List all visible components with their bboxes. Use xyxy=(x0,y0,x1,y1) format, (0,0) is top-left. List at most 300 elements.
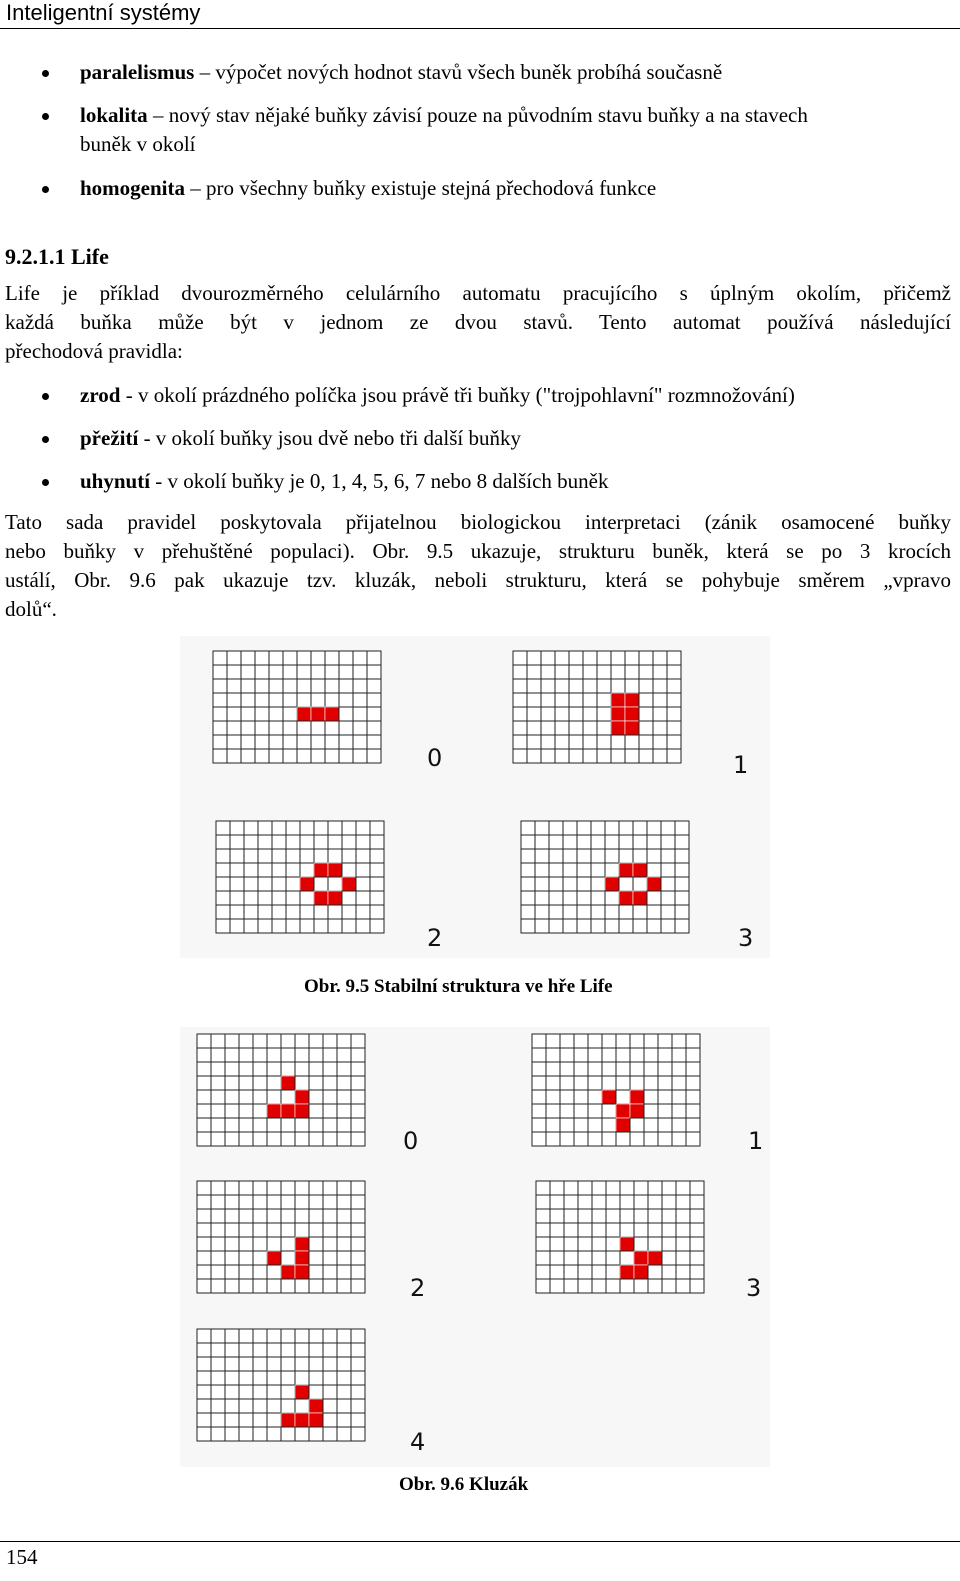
grid-cell xyxy=(563,821,577,835)
grid-cell xyxy=(239,1118,253,1132)
grid-cell xyxy=(225,1279,239,1293)
grid-cell xyxy=(527,665,541,679)
grid-cell xyxy=(286,877,300,891)
grid-cell xyxy=(337,1237,351,1251)
grid-cell xyxy=(281,1209,295,1223)
grid-cell xyxy=(295,1343,309,1357)
grid-cell xyxy=(309,1090,323,1104)
grid-cell xyxy=(592,1195,606,1209)
grid-cell xyxy=(337,1385,351,1399)
grid-cell xyxy=(653,679,667,693)
grid-cell xyxy=(597,665,611,679)
grid-cell xyxy=(672,1118,686,1132)
grid-cell xyxy=(253,1195,267,1209)
running-header xyxy=(0,0,960,29)
grid-cell xyxy=(297,749,311,763)
grid-cell xyxy=(225,1413,239,1427)
grid-cell xyxy=(309,1237,323,1251)
grid-cell xyxy=(323,1181,337,1195)
grid-cell xyxy=(230,835,244,849)
grid-cell xyxy=(300,863,314,877)
grid-cell xyxy=(560,1076,574,1090)
grid-cell xyxy=(267,1195,281,1209)
grid-cell xyxy=(323,1034,337,1048)
grid-cell xyxy=(337,1132,351,1146)
grid-cell xyxy=(639,693,653,707)
live-cell xyxy=(267,1251,281,1265)
grid-cell xyxy=(555,749,569,763)
live-cell xyxy=(616,1118,630,1132)
grid-cell xyxy=(255,721,269,735)
grid-cell xyxy=(267,1048,281,1062)
grid-cell xyxy=(272,849,286,863)
grid-cell xyxy=(592,1251,606,1265)
grid-cell xyxy=(536,1251,550,1265)
grid-cell xyxy=(602,1076,616,1090)
grid-cell xyxy=(630,1048,644,1062)
grid-cell xyxy=(667,735,681,749)
grid-cell xyxy=(667,749,681,763)
grid-cell xyxy=(351,1385,365,1399)
grid-cell xyxy=(620,1223,634,1237)
live-cell xyxy=(625,693,639,707)
grid-cell xyxy=(239,1357,253,1371)
grid-cell xyxy=(541,721,555,735)
grid-cell xyxy=(211,1181,225,1195)
grid-cell xyxy=(616,1034,630,1048)
grid-cell xyxy=(311,735,325,749)
grid-cell xyxy=(647,863,661,877)
grid-cell xyxy=(213,651,227,665)
grid-cell xyxy=(244,849,258,863)
grid-cell xyxy=(211,1329,225,1343)
grid-cell xyxy=(591,863,605,877)
grid-cell xyxy=(370,863,384,877)
grid-cell xyxy=(667,665,681,679)
grid-cell xyxy=(351,1104,365,1118)
grid-cell xyxy=(213,693,227,707)
grid-cell xyxy=(676,1237,690,1251)
grid-cell xyxy=(546,1104,560,1118)
grid-cell xyxy=(672,1062,686,1076)
grid-cell xyxy=(574,1104,588,1118)
bullet-lokalita: lokalita – nový stav nějaké buňky závisí pouze na původním stavu buňky a na stavech xyxy=(80,103,808,127)
grid-cell xyxy=(356,835,370,849)
grid-cell xyxy=(267,1209,281,1223)
grid-cell xyxy=(225,1427,239,1441)
grid-cell xyxy=(323,1399,337,1413)
grid-cell xyxy=(258,863,272,877)
grid-cell xyxy=(549,905,563,919)
grid-cell xyxy=(337,1413,351,1427)
grid-cell xyxy=(295,1209,309,1223)
grid-cell xyxy=(661,919,675,933)
grid-cell xyxy=(323,1237,337,1251)
gen-label: 1 xyxy=(733,751,749,779)
grid-cell xyxy=(676,1181,690,1195)
grid-cell xyxy=(253,1343,267,1357)
grid-cell xyxy=(227,707,241,721)
grid-cell xyxy=(647,905,661,919)
grid-cell xyxy=(342,891,356,905)
grid-cell xyxy=(351,1357,365,1371)
grid-cell xyxy=(241,721,255,735)
grid-cell xyxy=(611,749,625,763)
grid-cell xyxy=(356,905,370,919)
grid-cell xyxy=(342,821,356,835)
grid-cell xyxy=(606,1195,620,1209)
grid-cell xyxy=(546,1048,560,1062)
grid-cell xyxy=(337,1357,351,1371)
grid-cell xyxy=(564,1209,578,1223)
bullet-lokalita-cont: buněk v okolí xyxy=(80,132,196,156)
grid-cell xyxy=(227,679,241,693)
grid-cell xyxy=(337,1062,351,1076)
grid-cell xyxy=(337,1223,351,1237)
grid-cell xyxy=(675,919,689,933)
grid-cell xyxy=(658,1048,672,1062)
grid-cell xyxy=(563,891,577,905)
live-cell xyxy=(309,1399,323,1413)
grid-cell xyxy=(225,1237,239,1251)
para1-line: přechodová pravidla: xyxy=(5,339,183,363)
header-title: Inteligentní systémy xyxy=(6,0,201,25)
grid-cell xyxy=(267,1265,281,1279)
grid-cell xyxy=(648,1209,662,1223)
grid-cell xyxy=(535,891,549,905)
figure1-caption: Obr. 9.5 Stabilní struktura ve hře Life xyxy=(304,976,613,997)
grid-cell xyxy=(211,1371,225,1385)
grid-cell xyxy=(281,1371,295,1385)
grid-cell xyxy=(521,835,535,849)
grid-cell xyxy=(606,1209,620,1223)
grid-cell xyxy=(267,1413,281,1427)
grid-cell xyxy=(323,1132,337,1146)
grid-cell xyxy=(686,1118,700,1132)
glider-grid-gen-0 xyxy=(196,1033,367,1148)
grid-cell xyxy=(239,1399,253,1413)
grid-cell xyxy=(647,919,661,933)
grid-cell xyxy=(564,1251,578,1265)
grid-cell xyxy=(690,1223,704,1237)
grid-cell xyxy=(546,1118,560,1132)
grid-cell xyxy=(342,905,356,919)
grid-cell xyxy=(569,735,583,749)
grid-cell xyxy=(281,1181,295,1195)
grid-cell xyxy=(323,1062,337,1076)
grid-cell xyxy=(267,1132,281,1146)
para1-line: Life je příklad dvourozměrného celulárního automatu pracujícího s úplným okolím, přičemž xyxy=(5,281,951,305)
grid-cell xyxy=(602,1132,616,1146)
grid-cell xyxy=(351,1279,365,1293)
grid-cell xyxy=(690,1265,704,1279)
grid-cell xyxy=(639,651,653,665)
grid-cell xyxy=(244,905,258,919)
grid-cell xyxy=(574,1118,588,1132)
grid-cell xyxy=(211,1343,225,1357)
grid-cell xyxy=(351,1181,365,1195)
grid-cell xyxy=(583,707,597,721)
grid-cell xyxy=(230,863,244,877)
grid-cell xyxy=(339,707,353,721)
grid-cell xyxy=(211,1090,225,1104)
grid-cell xyxy=(521,877,535,891)
grid-cell xyxy=(309,1209,323,1223)
grid-cell xyxy=(225,1034,239,1048)
grid-cell xyxy=(690,1181,704,1195)
live-cell xyxy=(281,1076,295,1090)
grid-cell xyxy=(653,665,667,679)
grid-cell xyxy=(267,1427,281,1441)
page-number: 154 xyxy=(6,1545,38,1569)
grid-cell xyxy=(658,1132,672,1146)
grid-cell xyxy=(527,735,541,749)
grid-cell xyxy=(309,1034,323,1048)
grid-cell xyxy=(253,1329,267,1343)
grid-cell xyxy=(300,905,314,919)
grid-cell xyxy=(239,1104,253,1118)
grid-cell xyxy=(564,1223,578,1237)
grid-cell xyxy=(370,849,384,863)
grid-cell xyxy=(211,1399,225,1413)
grid-cell xyxy=(588,1104,602,1118)
grid-cell xyxy=(578,1251,592,1265)
grid-cell xyxy=(323,1279,337,1293)
grid-cell xyxy=(325,679,339,693)
grid-cell xyxy=(281,1357,295,1371)
grid-cell xyxy=(625,679,639,693)
grid-cell xyxy=(662,1209,676,1223)
grid-cell xyxy=(227,665,241,679)
grid-cell xyxy=(311,749,325,763)
grid-cell xyxy=(606,1279,620,1293)
grid-cell xyxy=(272,835,286,849)
grid-cell xyxy=(323,1251,337,1265)
grid-cell xyxy=(367,721,381,735)
grid-cell xyxy=(197,1062,211,1076)
grid-cell xyxy=(311,721,325,735)
grid-cell xyxy=(690,1279,704,1293)
grid-cell xyxy=(272,891,286,905)
grid-cell xyxy=(258,849,272,863)
grid-cell xyxy=(605,835,619,849)
grid-cell xyxy=(281,1062,295,1076)
grid-cell xyxy=(686,1034,700,1048)
grid-cell xyxy=(342,849,356,863)
grid-cell xyxy=(253,1237,267,1251)
grid-cell xyxy=(225,1251,239,1265)
grid-cell xyxy=(591,877,605,891)
grid-cell xyxy=(244,835,258,849)
grid-cell xyxy=(513,721,527,735)
grid-cell xyxy=(356,891,370,905)
grid-cell xyxy=(606,1265,620,1279)
grid-cell xyxy=(578,1181,592,1195)
grid-cell xyxy=(577,891,591,905)
grid-cell xyxy=(639,721,653,735)
grid-cell xyxy=(370,919,384,933)
grid-cell xyxy=(550,1265,564,1279)
grid-cell xyxy=(686,1062,700,1076)
live-cell xyxy=(647,877,661,891)
grid-cell xyxy=(197,1371,211,1385)
grid-cell xyxy=(653,651,667,665)
grid-cell xyxy=(225,1076,239,1090)
grid-cell xyxy=(241,735,255,749)
grid-cell xyxy=(225,1062,239,1076)
grid-cell xyxy=(300,891,314,905)
grid-cell xyxy=(241,749,255,763)
grid-cell xyxy=(267,1062,281,1076)
grid-cell xyxy=(647,891,661,905)
grid-cell xyxy=(521,919,535,933)
grid-cell xyxy=(267,1223,281,1237)
grid-cell xyxy=(286,821,300,835)
grid-cell xyxy=(216,835,230,849)
grid-cell xyxy=(351,1090,365,1104)
grid-cell xyxy=(527,651,541,665)
bullet-dot xyxy=(42,393,49,400)
grid-cell xyxy=(253,1399,267,1413)
grid-cell xyxy=(239,1329,253,1343)
gen-label: 0 xyxy=(427,744,443,772)
grid-cell xyxy=(281,1132,295,1146)
life-grid-gen-3 xyxy=(520,820,691,935)
grid-cell xyxy=(634,1237,648,1251)
grid-cell xyxy=(281,1237,295,1251)
grid-cell xyxy=(239,1090,253,1104)
grid-cell xyxy=(211,1132,225,1146)
grid-cell xyxy=(661,821,675,835)
grid-cell xyxy=(536,1279,550,1293)
grid-cell xyxy=(267,1399,281,1413)
grid-cell xyxy=(675,863,689,877)
grid-cell xyxy=(367,707,381,721)
live-cell xyxy=(281,1265,295,1279)
grid-cell xyxy=(588,1034,602,1048)
live-cell xyxy=(309,1413,323,1427)
grid-cell xyxy=(367,693,381,707)
grid-cell xyxy=(560,1118,574,1132)
grid-cell xyxy=(662,1237,676,1251)
grid-cell xyxy=(309,1427,323,1441)
grid-cell xyxy=(662,1279,676,1293)
grid-cell xyxy=(197,1279,211,1293)
grid-cell xyxy=(216,891,230,905)
grid-cell xyxy=(597,749,611,763)
grid-cell xyxy=(625,735,639,749)
grid-cell xyxy=(197,1427,211,1441)
grid-cell xyxy=(536,1195,550,1209)
bullet-homogenita: homogenita – pro všechny buňky existuje stejná přechodová funkce xyxy=(80,176,657,200)
grid-cell xyxy=(314,835,328,849)
grid-cell xyxy=(647,849,661,863)
grid-cell xyxy=(549,849,563,863)
grid-cell xyxy=(675,821,689,835)
grid-cell xyxy=(309,1048,323,1062)
grid-cell xyxy=(225,1371,239,1385)
grid-cell xyxy=(281,1385,295,1399)
grid-cell xyxy=(351,1343,365,1357)
grid-cell xyxy=(253,1104,267,1118)
grid-cell xyxy=(532,1104,546,1118)
grid-cell xyxy=(286,891,300,905)
grid-cell xyxy=(253,1251,267,1265)
live-cell xyxy=(602,1090,616,1104)
grid-cell xyxy=(583,679,597,693)
grid-cell xyxy=(283,735,297,749)
grid-cell xyxy=(690,1237,704,1251)
grid-cell xyxy=(353,651,367,665)
grid-cell xyxy=(239,1195,253,1209)
grid-cell xyxy=(367,735,381,749)
grid-cell xyxy=(323,1343,337,1357)
grid-cell xyxy=(269,749,283,763)
grid-cell xyxy=(258,919,272,933)
grid-cell xyxy=(286,835,300,849)
grid-cell xyxy=(253,1132,267,1146)
grid-cell xyxy=(337,1343,351,1357)
grid-cell xyxy=(239,1048,253,1062)
grid-cell xyxy=(351,1132,365,1146)
grid-cell xyxy=(620,1279,634,1293)
live-cell xyxy=(300,877,314,891)
grid-cell xyxy=(281,1343,295,1357)
grid-cell xyxy=(550,1181,564,1195)
grid-cell xyxy=(597,651,611,665)
grid-cell xyxy=(577,849,591,863)
grid-cell xyxy=(239,1385,253,1399)
grid-cell xyxy=(230,919,244,933)
live-cell xyxy=(281,1413,295,1427)
grid-cell xyxy=(620,1195,634,1209)
grid-cell xyxy=(625,749,639,763)
grid-cell xyxy=(647,821,661,835)
grid-cell xyxy=(597,721,611,735)
grid-cell xyxy=(225,1195,239,1209)
grid-cell xyxy=(267,1090,281,1104)
grid-cell xyxy=(272,877,286,891)
grid-cell xyxy=(325,749,339,763)
grid-cell xyxy=(653,693,667,707)
grid-cell xyxy=(337,1118,351,1132)
grid-cell xyxy=(281,1118,295,1132)
grid-cell xyxy=(283,665,297,679)
grid-cell xyxy=(211,1251,225,1265)
grid-cell xyxy=(686,1048,700,1062)
grid-cell xyxy=(211,1357,225,1371)
grid-cell xyxy=(370,905,384,919)
grid-cell xyxy=(269,651,283,665)
grid-cell xyxy=(606,1181,620,1195)
grid-cell xyxy=(605,891,619,905)
grid-cell xyxy=(337,1399,351,1413)
grid-cell xyxy=(239,1062,253,1076)
grid-cell xyxy=(227,721,241,735)
grid-cell xyxy=(281,1251,295,1265)
grid-cell xyxy=(351,1237,365,1251)
grid-cell xyxy=(592,1209,606,1223)
grid-cell xyxy=(239,1076,253,1090)
grid-cell xyxy=(536,1181,550,1195)
grid-cell xyxy=(541,665,555,679)
grid-cell xyxy=(225,1385,239,1399)
grid-cell xyxy=(255,749,269,763)
grid-cell xyxy=(676,1223,690,1237)
grid-cell xyxy=(323,1076,337,1090)
grid-cell xyxy=(686,1104,700,1118)
grid-cell xyxy=(216,849,230,863)
